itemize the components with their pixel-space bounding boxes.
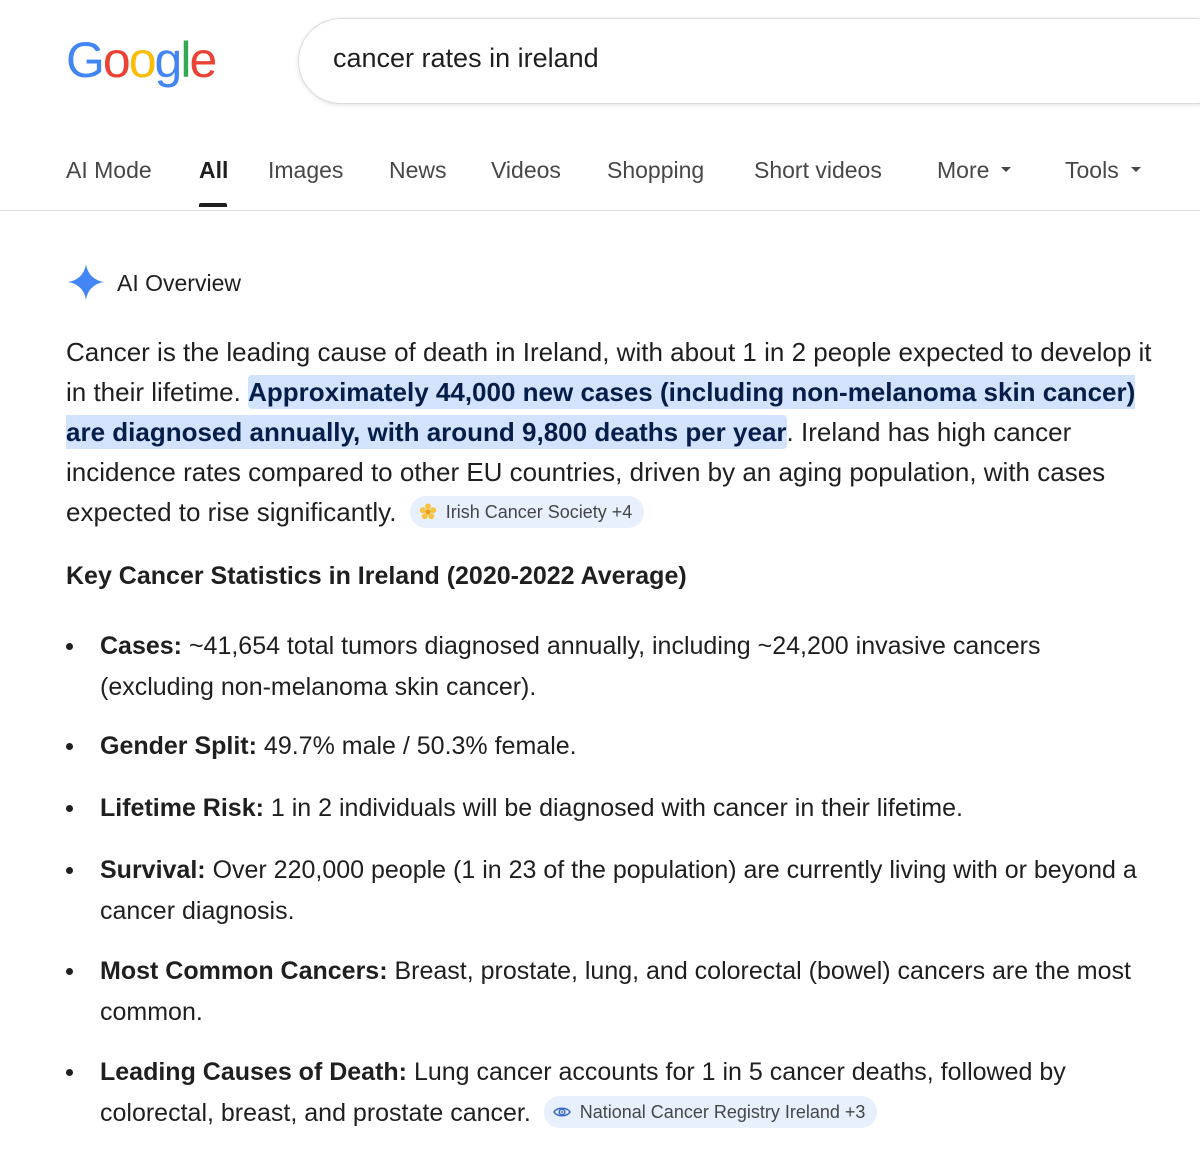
list-item	[66, 726, 1146, 767]
bullet-text: 1 in 2 individuals will be diagnosed with cancer in their lifetime.	[270, 794, 963, 822]
list-item	[66, 626, 1146, 708]
logo-letter: o	[102, 32, 129, 88]
bullet-label: Lifetime Risk:	[100, 794, 264, 822]
registry-eye-icon	[552, 1102, 572, 1122]
tab-tools[interactable]	[1065, 157, 1141, 184]
caret-down-icon	[1001, 167, 1011, 172]
bullet-dot	[66, 968, 73, 975]
bullet-dot	[66, 805, 73, 812]
tab-videos[interactable]: Videos	[491, 157, 561, 183]
tab-ai-mode[interactable]: AI Mode	[66, 157, 152, 183]
source-chip-label: National Cancer Registry Ireland +3	[579, 1102, 866, 1123]
search-input[interactable]	[333, 43, 1133, 74]
bullet-label: Gender Split:	[100, 732, 257, 760]
tab-tools-label: Tools	[1065, 157, 1119, 183]
active-tab-indicator	[199, 203, 227, 207]
logo-letter: o	[128, 32, 155, 88]
bullet-label: Leading Causes of Death:	[100, 1058, 407, 1086]
bullet-label: Most Common Cancers:	[100, 957, 388, 985]
intro-text-after: . Ireland has high cancer incidence rates compared to other EU countries, driven by an aging population, with cases expected to rise significantly.	[66, 417, 1106, 527]
search-box[interactable]	[298, 18, 1200, 104]
tab-more[interactable]	[937, 157, 1011, 184]
daffodil-icon	[418, 502, 438, 522]
tab-all[interactable]: All	[199, 157, 229, 183]
logo-letter: l	[180, 32, 190, 88]
intro-text: Cancer is the leading cause of death in Ireland, with about 1 in 2 people expected to develop it in their lifetime.	[66, 337, 1152, 407]
logo-letter: e	[189, 32, 216, 88]
source-chip-label: Irish Cancer Society +4	[445, 502, 633, 523]
section-title: Key Cancer Statistics in Ireland (2020-2022 Average)	[66, 562, 687, 590]
bullet-text: Breast, prostate, lung, and colorectal (bowel) cancers are the most common.	[100, 957, 1131, 1026]
tab-more-label: More	[937, 157, 990, 183]
highlighted-text: Approximately 44,000 new cases (including non-melanoma skin cancer) are diagnosed annually, with around 9,800 deaths per year	[66, 377, 1136, 447]
tab-short-videos[interactable]: Short videos	[754, 157, 882, 183]
tab-images[interactable]: Images	[268, 157, 344, 183]
bullet-dot	[66, 643, 73, 650]
ai-overview-title: AI Overview	[117, 270, 241, 296]
ai-overview-intro	[66, 332, 1156, 532]
list-item	[66, 1052, 1146, 1134]
search-tabs	[0, 150, 1200, 211]
bullet-dot	[66, 1069, 73, 1076]
bullet-text: 49.7% male / 50.3% female.	[263, 732, 577, 760]
logo-letter: g	[154, 32, 181, 88]
bullet-text: ~41,654 total tumors diagnosed annually, including ~24,200 invasive cancers (excluding non-melanoma skin cancer).	[100, 632, 1041, 701]
sparkle-icon	[66, 262, 106, 302]
bullet-label: Cases:	[100, 632, 182, 660]
tab-news[interactable]: News	[389, 157, 447, 183]
list-item	[66, 951, 1146, 1033]
caret-down-icon	[1131, 167, 1141, 172]
logo-letter: G	[66, 32, 103, 88]
tab-shopping[interactable]: Shopping	[607, 157, 705, 183]
list-item	[66, 788, 1146, 829]
bullet-dot	[66, 743, 73, 750]
bullet-text: Over 220,000 people (1 in 23 of the population) are currently living with or beyond a cancer diagnosis.	[100, 856, 1137, 925]
bullet-label: Survival:	[100, 856, 206, 884]
source-chip[interactable]	[544, 1096, 878, 1128]
list-item	[66, 850, 1146, 932]
source-chip[interactable]	[410, 496, 645, 528]
bullet-text: Lung cancer accounts for 1 in 5 cancer deaths, followed by colorectal, breast, and prostate cancer.	[100, 1058, 1066, 1127]
google-logo[interactable]	[66, 30, 215, 90]
bullet-dot	[66, 867, 73, 874]
